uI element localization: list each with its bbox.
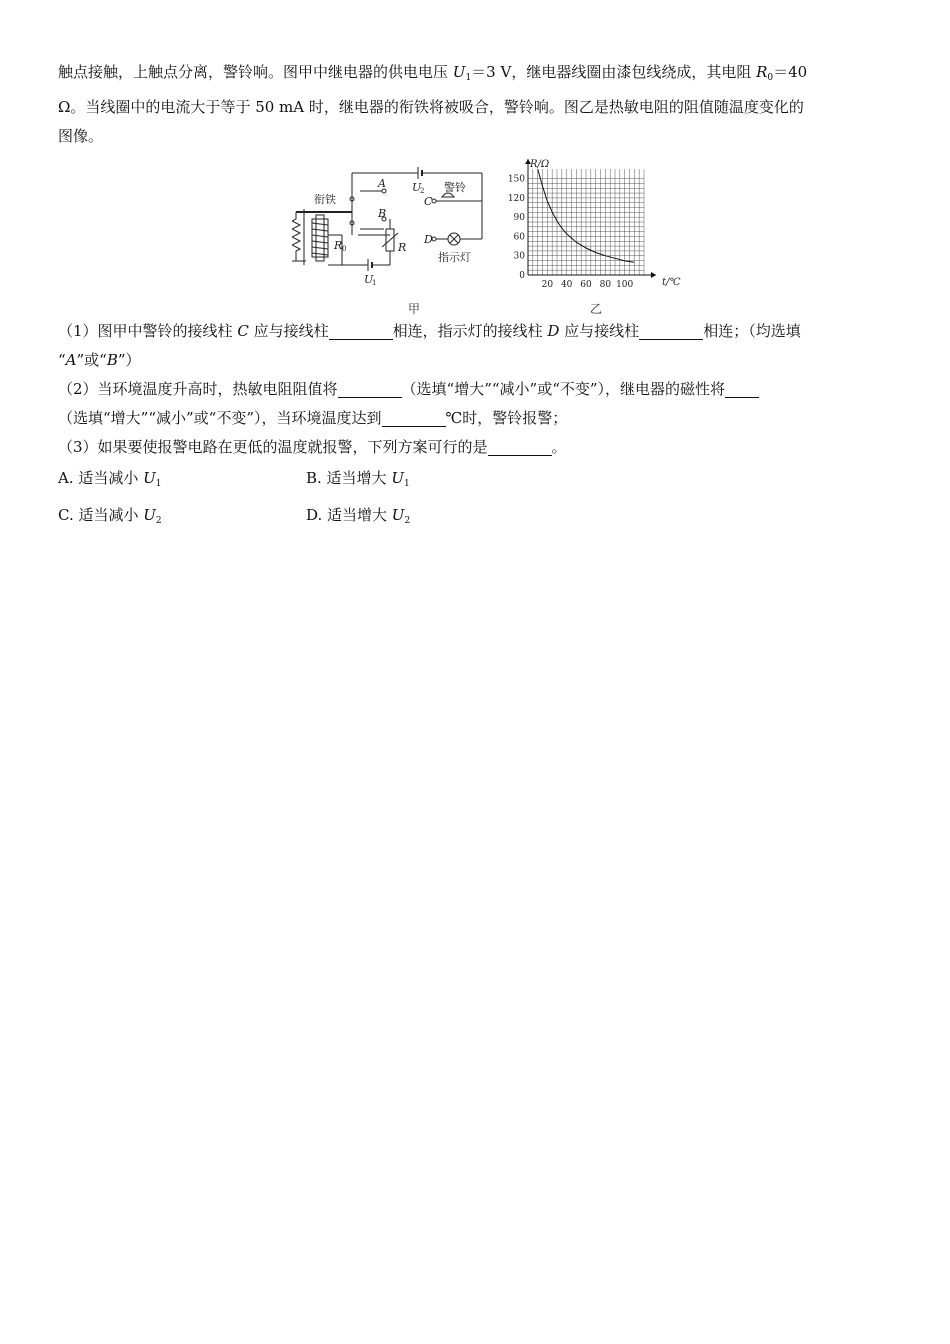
option-c-sub: 2 [155, 516, 162, 526]
bell-label: 警铃 [444, 181, 466, 194]
q2-text-c: （选填“增大”“减小”或“不变”），当环境温度达到 [58, 409, 382, 427]
label-U1: U [364, 273, 374, 286]
label-U2-sub: 2 [420, 187, 425, 195]
x-tick-label: 40 [560, 280, 573, 290]
option-b-sub: 1 [403, 479, 410, 489]
q2-blank-1[interactable] [338, 379, 402, 398]
question-2 [58, 375, 893, 433]
lamp-label: 指示灯 [438, 251, 471, 264]
y-tick-label: 150 [508, 174, 525, 185]
chart-ticks [508, 175, 634, 290]
option-a-text: A. 适当减小 [58, 469, 144, 487]
question-page [58, 58, 893, 536]
q1-blank-1[interactable] [329, 321, 393, 340]
label-U2: U [412, 181, 422, 194]
label-D: D [424, 233, 433, 246]
option-a[interactable] [58, 464, 306, 499]
label-R: R [398, 241, 407, 254]
x-tick-label: 80 [599, 280, 612, 290]
q1-text-c: 相连，指示灯的接线柱 [392, 322, 548, 340]
intro-text-1a: 触点接触，上触点分离，警铃响。图甲中继电器的供电电压 [58, 63, 453, 81]
x-tick-label: 20 [541, 280, 554, 290]
option-b-text: B. 适当增大 [306, 469, 392, 487]
q2-blank-3[interactable] [382, 408, 446, 427]
label-U1-sub: 1 [372, 279, 377, 287]
caption-yi: 乙 [590, 302, 603, 316]
y-tick-label: 90 [513, 213, 525, 224]
q2-blank-2[interactable] [725, 379, 759, 398]
intro-line-1 [58, 58, 893, 93]
q1-option-b: B [106, 351, 118, 369]
option-b-symbol: U [391, 469, 404, 487]
option-d-sub: 2 [404, 516, 411, 526]
q3-blank[interactable] [488, 437, 552, 456]
chart-xlabel: t/℃ [662, 277, 681, 288]
q1-terminal-c: C [237, 322, 249, 340]
y-tick-label: 120 [508, 193, 525, 204]
x-axis-arrow [651, 272, 656, 278]
y-tick-label: 30 [513, 251, 525, 262]
x-tick-label: 60 [580, 280, 592, 290]
q1-quote-close: ”） [117, 351, 141, 369]
question-3 [58, 433, 893, 462]
u1-subscript: 1 [465, 73, 472, 83]
label-A: A [378, 177, 386, 190]
rt-chart-yi [508, 157, 688, 319]
q1-text-e: 相连；（均选填 [703, 322, 801, 340]
intro-text [58, 58, 893, 151]
option-c-symbol: U [143, 506, 156, 524]
r0-subscript: 0 [767, 73, 774, 83]
intro-text-1c: ＝40 [773, 63, 808, 81]
chart-ylabel: R/Ω [530, 159, 550, 170]
y-tick-label: 0 [519, 271, 525, 281]
q1-quote-open: “ [58, 351, 66, 369]
label-R0-sub: 0 [342, 245, 347, 253]
option-c[interactable] [58, 501, 306, 536]
intro-line-3: 图像。 [58, 127, 104, 145]
option-a-sub: 1 [155, 479, 162, 489]
chart-grid [528, 169, 644, 275]
q2-text-a: （2）当环境温度升高时，热敏电阻阻值将 [58, 380, 338, 398]
intro-text-1b: ＝3 V，继电器线圈由漆包线绕成，其电阻 [471, 63, 757, 81]
armature-label: 衔铁 [314, 193, 336, 206]
q1-text-d: 应与接线柱 [559, 322, 640, 340]
u1-symbol: U [452, 63, 466, 81]
question-1 [58, 317, 893, 375]
circuit-diagram-jia [292, 157, 492, 317]
terminal-C [432, 199, 436, 203]
choice-options [58, 464, 893, 536]
option-d[interactable] [306, 501, 554, 536]
q2-text-b: （选填“增大”“减小”或“不变”），继电器的磁性将 [401, 380, 726, 398]
option-b[interactable] [306, 464, 554, 499]
q1-blank-2[interactable] [639, 321, 703, 340]
q1-text-or: ”或“ [76, 351, 107, 369]
y-tick-label: 60 [513, 232, 525, 243]
x-tick-label: 100 [616, 280, 634, 290]
q1-terminal-d: D [547, 322, 560, 340]
q3-text-a: （3）如果要使报警电路在更低的温度就报警，下列方案可行的是 [58, 438, 488, 456]
label-C: C [424, 195, 433, 208]
figure [58, 157, 893, 317]
chart-axes [525, 159, 656, 278]
q1-text-a: （1）图甲中警铃的接线柱 [58, 322, 238, 340]
caption-jia: 甲 [408, 302, 421, 316]
option-d-symbol: U [391, 506, 405, 524]
q3-text-b: 。 [551, 438, 567, 456]
option-c-text: C. 适当减小 [58, 506, 144, 524]
r0-symbol: R [756, 63, 768, 81]
spring [292, 212, 300, 255]
option-a-symbol: U [143, 469, 156, 487]
option-d-text: D. 适当增大 [306, 506, 392, 524]
label-B: B [378, 207, 387, 220]
q1-option-a: A [65, 351, 77, 369]
intro-line-2: Ω。当线圈中的电流大于等于 50 mA 时，继电器的衔铁将被吸合，警铃响。图乙是热敏电阻的阻值随温度变化的 [58, 98, 804, 116]
q2-text-d: ℃时，警铃报警； [445, 409, 568, 427]
q1-text-b: 应与接线柱 [248, 322, 329, 340]
label-R0: R [334, 239, 343, 252]
